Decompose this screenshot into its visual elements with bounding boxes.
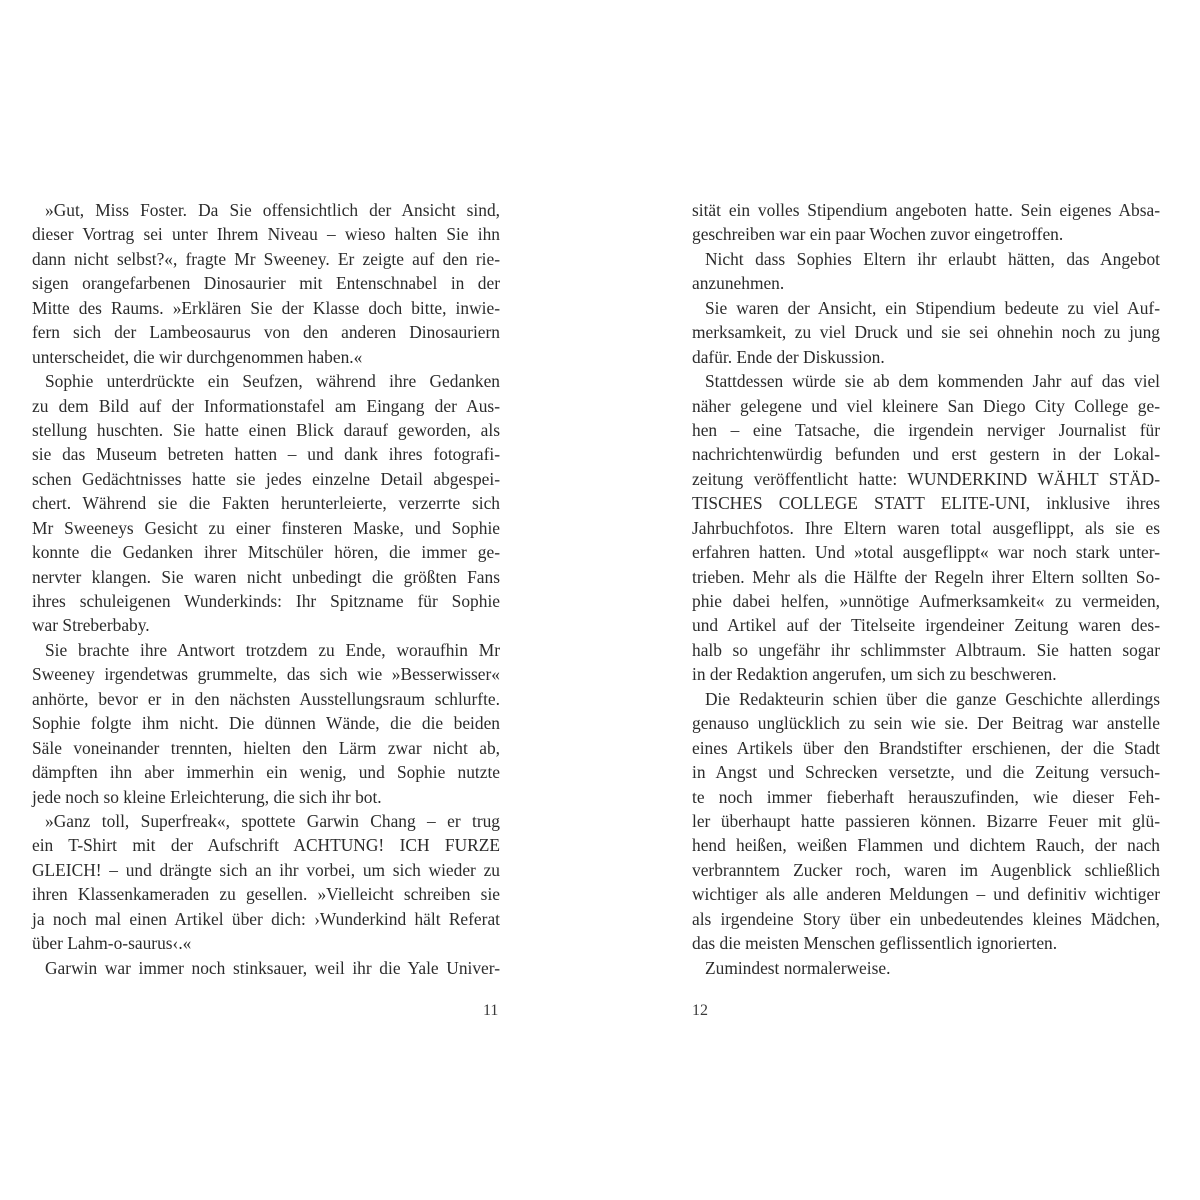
text-line: GLEICH! – und drängte sich an ihr vorbei, um sich wieder zu <box>32 859 500 880</box>
text-line: Säle voneinander trennten, hielten den Lärm zwar nicht ab, <box>32 737 500 758</box>
text-line: ja noch mal einen Artikel über dich: ›Wunderkind hält Referat <box>32 908 500 929</box>
text-line: Die Redakteurin schien über die ganze Geschichte allerdings <box>705 688 1160 709</box>
text-line: te noch immer fieberhaft herauszufinden, wie dieser Feh- <box>692 786 1160 807</box>
right-page-number: 12 <box>692 1002 708 1019</box>
text-line: geschreiben war ein paar Wochen zuvor eingetroffen. <box>692 224 1064 245</box>
text-line: dafür. Ende der Diskussion. <box>692 346 885 367</box>
text-line: TISCHES COLLEGE STATT ELITE-UNI, inklusive ihres <box>692 493 1160 514</box>
text-line: anhörte, bevor er in den nächsten Ausstellungsraum schlurfte. <box>32 688 500 709</box>
text-line: Mr Sweeneys Gesicht zu einer finsteren Maske, und Sophie <box>32 517 500 538</box>
text-line: nervter klangen. Sie waren nicht unbedingt die größten Fans <box>32 566 500 587</box>
text-line: anzunehmen. <box>692 273 785 294</box>
text-line: ein T-Shirt mit der Aufschrift ACHTUNG! ICH FURZE <box>32 835 500 856</box>
text-line: verbranntem Zucker roch, waren im Augenblick schließlich <box>692 859 1160 880</box>
text-line: in der Redaktion angerufen, um sich zu beschweren. <box>692 664 1057 685</box>
text-line: erfahren hatten. Und »total ausgeflippt« war noch stark unter- <box>692 542 1160 563</box>
text-line: Sweeney irgendetwas grummelte, das sich wie »Besserwisser« <box>32 664 500 685</box>
text-line: dieser Vortrag sei unter Ihrem Niveau – wieso halten Sie ihn <box>32 224 500 245</box>
text-line: halb so ungefähr ihr schlimmster Albtraum. Sie hatten sogar <box>692 639 1160 660</box>
text-line: in Angst und Schrecken versetzte, und die Zeitung versuch- <box>692 762 1160 783</box>
text-line: Garwin war immer noch stinksauer, weil ihr die Yale Univer- <box>45 957 500 978</box>
text-line: hen – eine Tatsache, die irgendein nerviger Journalist für <box>692 419 1160 440</box>
text-line: unterscheidet, die wir durchgenommen haben.« <box>32 346 363 367</box>
text-line: dämpften ihn aber immerhin ein wenig, und Sophie nutzte <box>32 762 500 783</box>
text-line: wichtiger als alle anderen Meldungen – und definitiv wichtiger <box>692 884 1160 905</box>
text-line: Sophie unterdrückte ein Seufzen, während ihre Gedanken <box>45 371 500 392</box>
text-line: Jahrbuchfotos. Ihre Eltern waren total ausgeflippt, als sie es <box>692 517 1160 538</box>
right-page-text <box>692 198 1160 980</box>
left-page-number: 11 <box>483 1002 499 1019</box>
text-line: ihres schuleigenen Wunderkinds: Ihr Spitzname für Sophie <box>32 591 500 611</box>
text-line: zu dem Bild auf der Informationstafel am Eingang der Aus- <box>32 395 500 416</box>
text-line: und Artikel auf der Titelseite irgendeiner Zeitung waren des- <box>692 615 1160 636</box>
text-line: ihren Klassenkameraden zu gesellen. »Vielleicht schreiben sie <box>32 884 500 905</box>
text-line: schen Gedächtnisses hatte sie jedes einzelne Detail abgespei- <box>32 468 500 489</box>
text-line: chert. Während sie die Fakten herunterleierte, verzerrte sich <box>32 493 500 514</box>
text-line: »Gut, Miss Foster. Da Sie offensichtlich der Ansicht sind, <box>45 200 500 220</box>
text-line: Stattdessen würde sie ab dem kommenden Jahr auf das viel <box>705 371 1160 392</box>
text-line: hend heißen, weißen Flammen und dichtem Rauch, der nach <box>692 835 1160 856</box>
left-page-text <box>32 198 500 980</box>
text-line: nachrichtenwürdig befunden und erst gestern in der Lokal- <box>692 444 1160 465</box>
text-line: zeitung veröffentlicht hatte: WUNDERKIND WÄHLT STÄD- <box>692 468 1160 489</box>
text-line: Zumindest normalerweise. <box>705 957 891 978</box>
text-line: genauso unglücklich zu sein wie sie. Der Beitrag war anstelle <box>692 713 1160 734</box>
text-line: merksamkeit, zu viel Druck und sie sei ohnehin noch zu jung <box>692 322 1160 343</box>
text-line: Sie brachte ihre Antwort trotzdem zu Ende, woraufhin Mr <box>45 639 500 660</box>
text-line: Nicht dass Sophies Eltern ihr erlaubt hätten, das Angebot <box>705 248 1160 269</box>
text-line: phie dabei helfen, »unnötige Aufmerksamkeit« zu vermeiden, <box>692 591 1160 611</box>
text-line: sität ein volles Stipendium angeboten hatte. Sein eigenes Absa- <box>692 200 1160 220</box>
text-line: das die meisten Menschen geflissentlich ignorierten. <box>692 933 1058 954</box>
text-line: Sie waren der Ansicht, ein Stipendium bedeute zu viel Auf- <box>705 297 1160 318</box>
text-line: ler überhaupt hatte passieren können. Bizarre Feuer mit glü- <box>692 810 1160 831</box>
text-line: Mitte des Raums. »Erklären Sie der Klasse doch bitte, inwie- <box>32 297 500 318</box>
text-line: näher gelegene und viel kleinere San Diego City College ge- <box>692 395 1160 416</box>
text-line: über Lahm-o-saurus‹.« <box>32 933 192 954</box>
text-line: fern sich der Lambeosaurus von den anderen Dinosauriern <box>32 322 500 343</box>
text-line: dann nicht selbst?«, fragte Mr Sweeney. Er zeigte auf den rie- <box>32 248 500 269</box>
text-line: »Ganz toll, Superfreak«, spottete Garwin Chang – er trug <box>45 810 500 831</box>
text-line: war Streberbaby. <box>32 615 150 636</box>
text-line: trieben. Mehr als die Hälfte der Regeln ihrer Eltern sollten So- <box>692 566 1160 587</box>
text-line: sie das Museum betreten hatten – und dank ihres fotografi- <box>32 444 500 465</box>
text-line: konnte die Gedanken ihrer Mitschüler hören, die immer ge- <box>32 542 500 563</box>
text-line: sigen orangefarbenen Dinosaurier mit Entenschnabel in der <box>32 273 500 294</box>
text-line: jede noch so kleine Erleichterung, die sich ihr bot. <box>32 786 382 807</box>
text-line: als irgendeine Story über ein unbedeutendes kleines Mädchen, <box>692 908 1160 929</box>
text-line: Sophie folgte ihm nicht. Die dünnen Wände, die die beiden <box>32 713 500 734</box>
text-line: stellung huschten. Sie hatte einen Blick darauf geworden, als <box>32 419 500 440</box>
text-line: eines Artikels über den Brandstifter erschienen, der die Stadt <box>692 737 1160 758</box>
